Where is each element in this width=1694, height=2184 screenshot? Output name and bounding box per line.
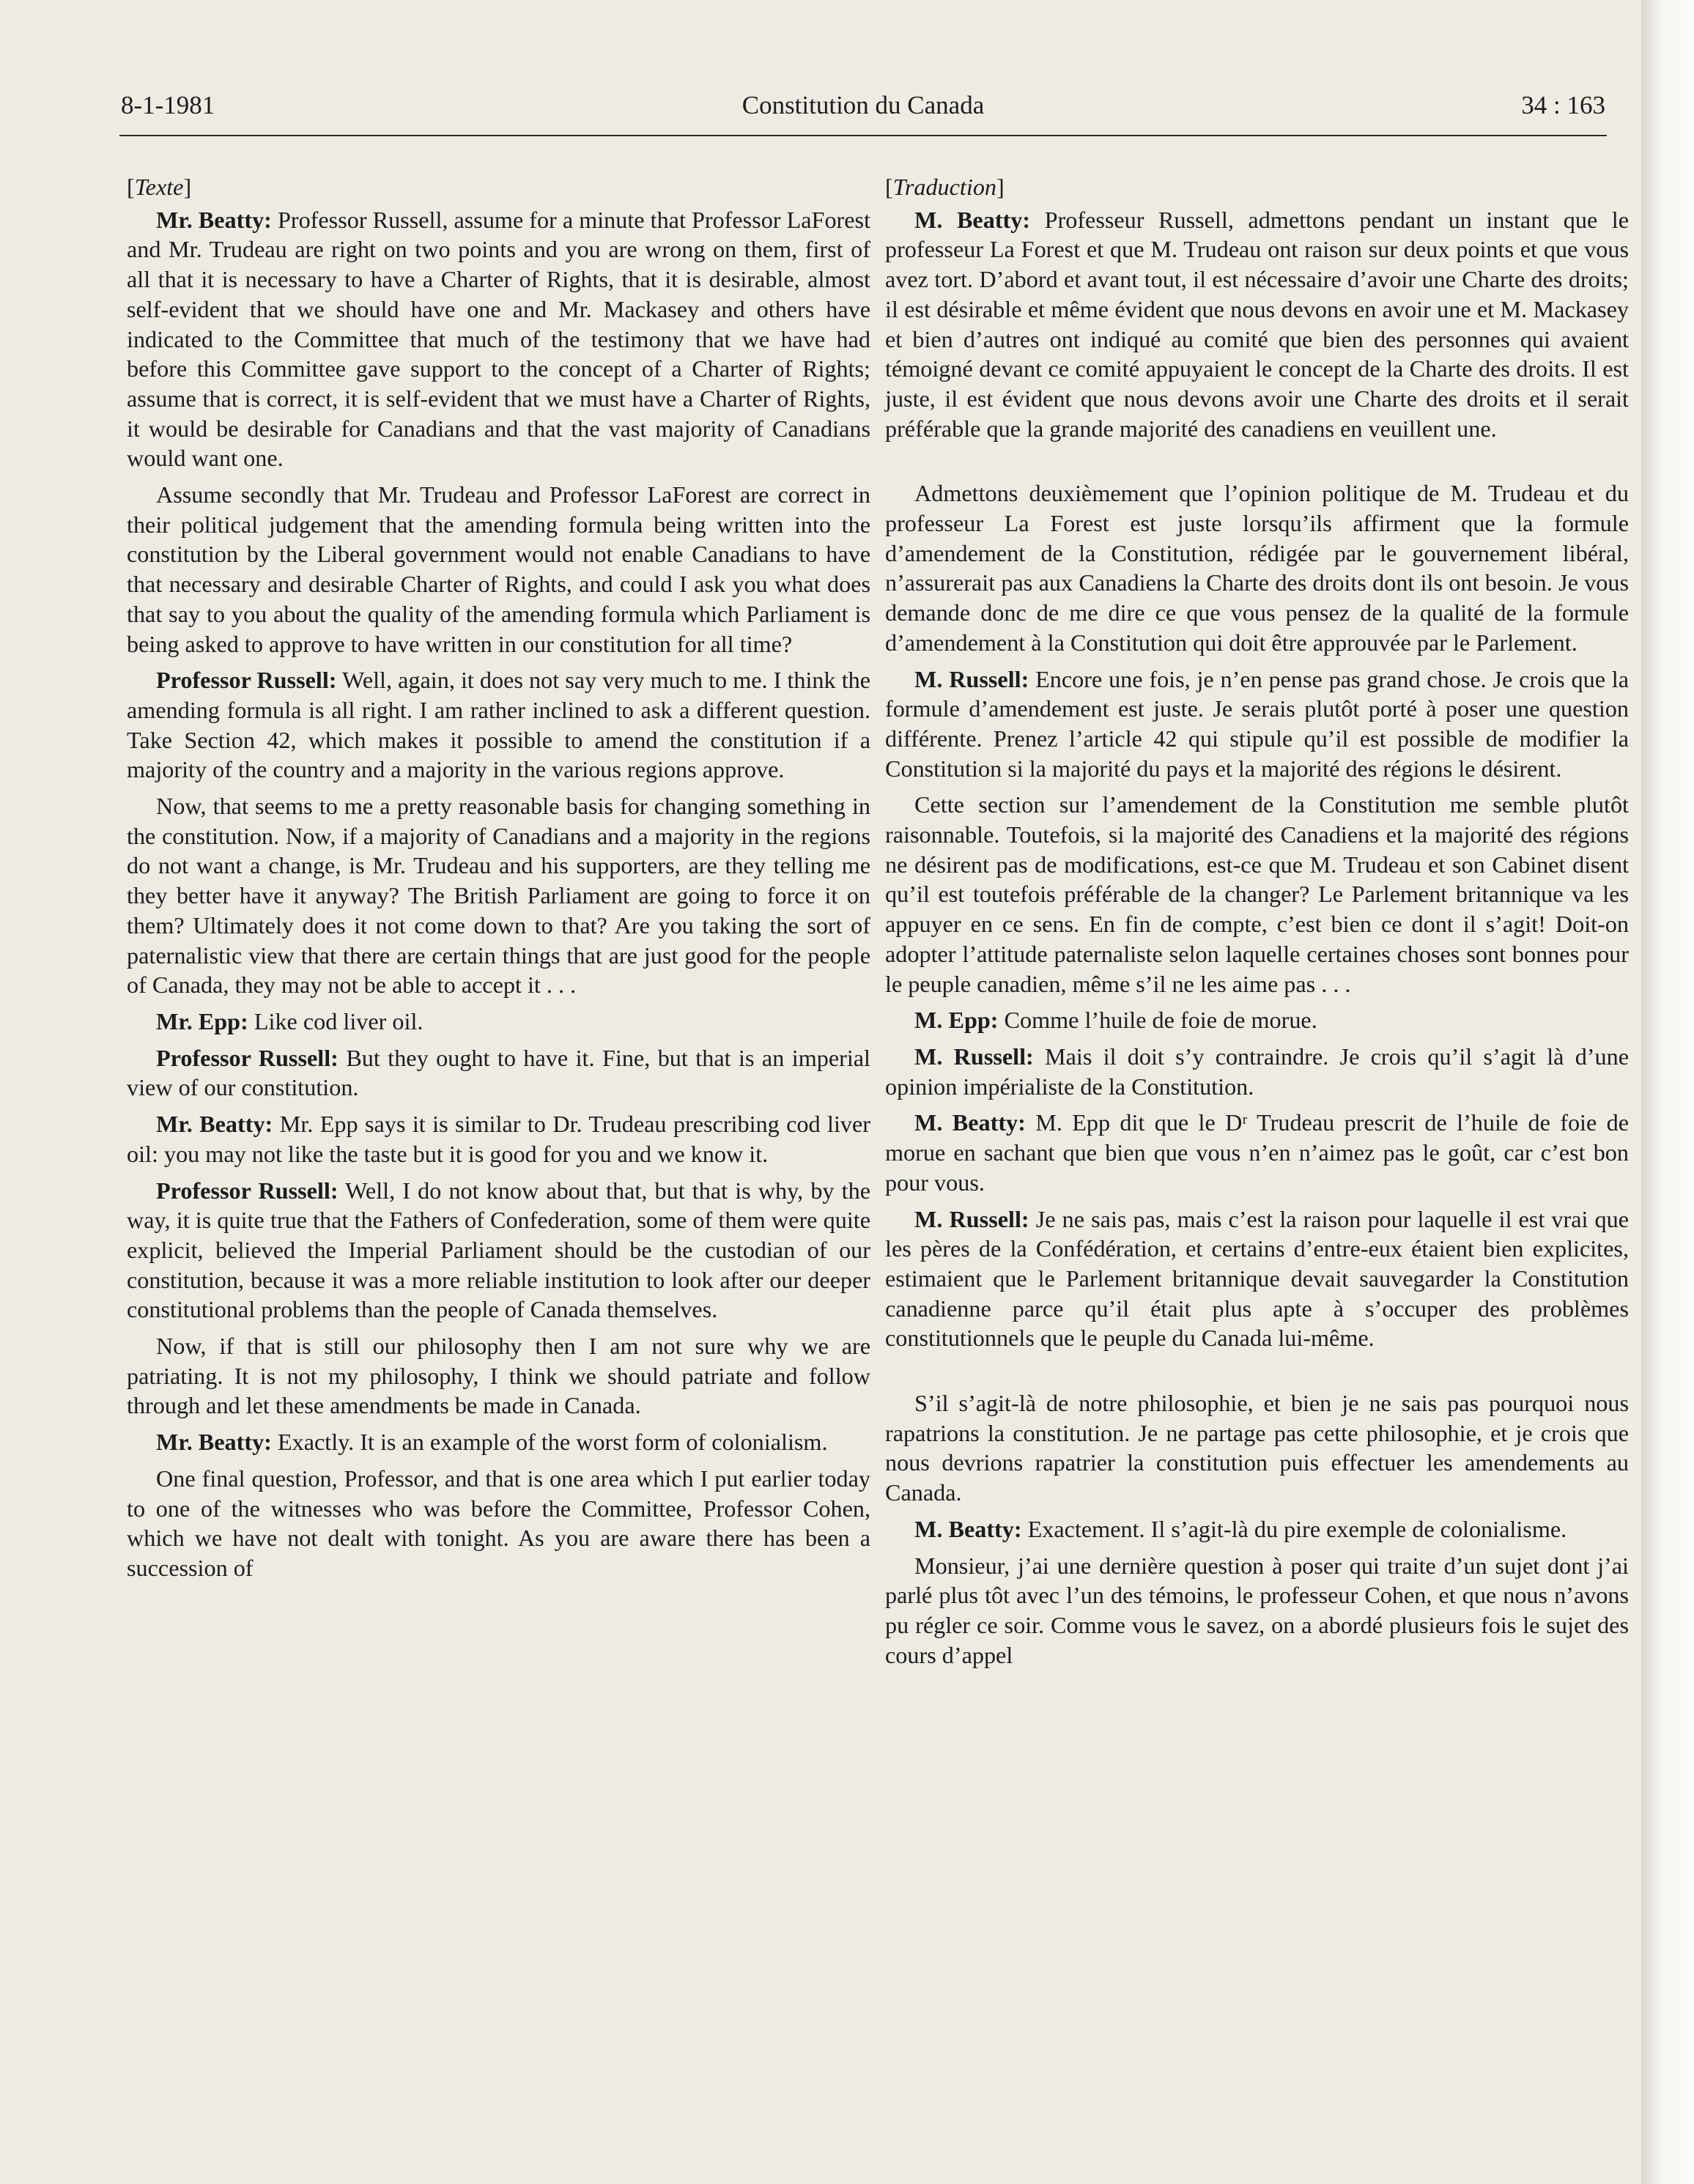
speaker-name: M. Beatty: bbox=[914, 1109, 1026, 1136]
paragraph-text: But they ought to have it. Fine, but that is an imperial view of our constitution. bbox=[127, 1044, 871, 1101]
header-date: 8-1-1981 bbox=[121, 91, 215, 119]
paragraph-text: Exactement. Il s’agit-là du pire exemple de colonialisme. bbox=[1027, 1515, 1567, 1542]
page-header bbox=[119, 86, 1607, 136]
paragraph bbox=[885, 1551, 1629, 1670]
paragraph bbox=[127, 1464, 870, 1583]
paragraph bbox=[885, 1108, 1629, 1197]
paragraph-text: One final question, Professor, and that is one area which I put earlier today to one of the witnesses who was before the Committee, Professor Cohen, which we have not dealt with tonight. As you are aware there has been a succession of bbox=[127, 1465, 870, 1581]
paragraph-text: Comme l’huile de foie de morue. bbox=[1004, 1007, 1317, 1034]
speaker-name: M. Russell: bbox=[914, 665, 1029, 692]
paragraph-text: Admettons deuxièmement que l’opinion politique de M. Trudeau et du professeur La Forest est juste lorsqu’ils affirment que la formule d’amendement de la Constitution, rédigée par le gouvernement libéral, n’assurerait pas aux Canadiens la Charte des droits dont ils ont besoin. Je vous demande donc de me dire ce que vous pensez de la qualité de la formule d’amendement à la Constitution qui doit être approuvée par le Parlement. bbox=[885, 480, 1629, 656]
speaker-name: Mr. Beatty: bbox=[156, 206, 272, 233]
paragraph bbox=[127, 1331, 870, 1421]
paragraph-text: Encore une fois, je n’en pense pas grand chose. Je crois que la formule d’amendement est juste. Je serais plutôt porté à poser une question différente. Prenez l’article 42 qui stipule qu’il est possible de modifier la Constitution si la majorité du pays et la majorité des régions le désirent. bbox=[885, 665, 1630, 782]
paragraph-text: Like cod liver oil. bbox=[254, 1007, 424, 1034]
paragraph-text: Assume secondly that Mr. Trudeau and Professor LaForest are correct in their political judgement that the amending formula being written into the constitution by the Liberal government would not enable Canadians to have that necessary and desirable Charter of Rights, and could I ask you what does that say to you about the quality of the amending formula which Parliament is being asked to approve to have written in our constitution for all time? bbox=[127, 481, 870, 657]
speaker-name: M. Beatty: bbox=[914, 206, 1031, 233]
section-label-texte: [Texte] bbox=[127, 174, 192, 200]
speaker-name: M. Beatty: bbox=[914, 1515, 1022, 1542]
speaker-name: Professor Russell: bbox=[156, 1177, 339, 1204]
paragraph-text: Now, if that is still our philosophy then I am not sure why we are patriating. It is not my philosophy, I think we should patriate and follow through and let these amendments be made in Canada. bbox=[127, 1333, 870, 1419]
paragraph-text: Professor Russell, assume for a minute that Professor LaForest and Mr. Trudeau are right on two points and you are wrong on them, first of all that it is necessary to have a Charter of Rights, that it is desirable, almost self-evident that we should have one and Mr. Mackasey and others have indicated to the Committee that much of the testimony that we have had before this Committee gave support to the concept of a Charter of Rights; assume that is correct, it is self-evident that we must have a Charter of Rights, it would be desirable for Canadians and that the vast majority of Canadians would want one. bbox=[127, 206, 871, 472]
paragraph-text: Cette section sur l’amendement de la Constitution me semble plutôt raisonnable. Toutefois, si la majorité des Canadiens et la majorité des régions ne désirent pas de modifications, est-ce que M. Trudeau et son Cabinet disent qu’il est toutefois préférable de la changer? Le Parlement britannique va les appuyer en ce sens. En fin de compte, c’est bien ce dont il s’agit! Doit-on adopter l’attitude paternaliste selon laquelle certaines choses sont bonnes pour le peuple canadien, même s’il ne les aime pas . . . bbox=[885, 791, 1629, 997]
paragraph bbox=[885, 1042, 1629, 1101]
header-page-number: 34 : 163 bbox=[1521, 91, 1605, 119]
paragraph-text: S’il s’agit-là de notre philosophie, et bien je ne sais pas pourquoi nous rapatrions la constitution. Je ne partage pas cette philosophie, et je crois que nous devrions rapatrier la constitution puis effectuer les amendements au Canada. bbox=[885, 1390, 1629, 1506]
french-column bbox=[885, 172, 1629, 1676]
speaker-name: Professor Russell: bbox=[156, 667, 337, 694]
paragraph bbox=[127, 1007, 870, 1037]
paragraph bbox=[885, 1514, 1629, 1544]
paragraph-text: Monsieur, j’ai une dernière question à poser qui traite d’un sujet dont j’ai parlé plus tôt avec l’un des témoins, le professeur Cohen, et que nous n’avons pu régler ce soir. Comme vous le savez, on a abordé plusieurs fois le sujet des cours d’appel bbox=[885, 1552, 1629, 1668]
paragraph-text: Mr. Epp says it is similar to Dr. Trudeau prescribing cod liver oil: you may not like the taste but it is good for you and we know it. bbox=[127, 1111, 871, 1167]
english-column bbox=[127, 172, 870, 1590]
speaker-name: Mr. Beatty: bbox=[156, 1111, 273, 1138]
paragraph bbox=[127, 1176, 870, 1325]
header-title: Constitution du Canada bbox=[741, 91, 985, 119]
paragraph bbox=[127, 791, 870, 1000]
paragraph-text: Well, I do not know about that, but that is why, by the way, it is quite true that the Fathers of Confederation, some of them were quite explicit, believed the Imperial Parliament should be the custodian of our constitution, because it was a more reliable institution to look after our deeper constitutional problems than the people of Canada themselves. bbox=[127, 1177, 870, 1323]
speaker-name: M. Russell: bbox=[914, 1205, 1029, 1232]
paragraph-text: Mais il doit s’y contraindre. Je crois qu’il s’agit là d’une opinion impérialiste de la Constitution. bbox=[885, 1043, 1629, 1100]
section-label-traduction: [Traduction] bbox=[885, 174, 1005, 200]
paragraph-text: Exactly. It is an example of the worst form of colonialism. bbox=[277, 1429, 828, 1456]
paragraph bbox=[127, 1109, 870, 1169]
speaker-name: M. Epp: bbox=[914, 1007, 999, 1034]
paragraph bbox=[885, 1005, 1629, 1035]
speaker-name: Mr. Beatty: bbox=[156, 1429, 272, 1456]
paragraph-text: Now, that seems to me a pretty reasonable basis for changing something in the constitution. Now, if a majority of Canadians and a majority in the regions do not want a change, is Mr. Trudeau and his supporters, are they telling me they better have it anyway? The British Parliament are going to force it on them? Ultimately does it not come down to that? Are you taking the sort of paternalistic view that there are certain things that are just good for the people of Canada, they may not be able to accept it . . . bbox=[127, 793, 870, 999]
paragraph-text: M. Epp dit que le Dʳ Trudeau prescrit de l’huile de foie de morue en sachant que bien que vous n’en n’aimez pas le goût, car c’est bon pour vous. bbox=[885, 1109, 1629, 1196]
paragraph bbox=[127, 1043, 870, 1103]
paragraph-text: Well, again, it does not say very much to me. I think the amending formula is all right. I am rather inclined to ask a different question. Take Section 42, which makes it possible to amend the constitution if a majority of the country and a majority in the various regions approve. bbox=[127, 667, 871, 783]
speaker-name: Professor Russell: bbox=[156, 1044, 339, 1071]
paragraph bbox=[885, 1204, 1629, 1354]
paragraph bbox=[127, 1427, 870, 1457]
paragraph bbox=[885, 205, 1629, 444]
paragraph bbox=[127, 480, 870, 659]
paragraph bbox=[885, 790, 1629, 999]
paragraph bbox=[885, 478, 1629, 657]
paragraph-text: Je ne sais pas, mais c’est la raison pour laquelle il est vrai que les pères de la Confédération, et certains d’entre-eux étaient bien explicites, estimaient que le Parlement britannique devait sauvegarder la Constitution canadienne parce qu’il était plus apte à s’occuper des problèmes constitutionnels que le peuple du Canada lui-même. bbox=[885, 1205, 1630, 1352]
paragraph bbox=[885, 665, 1629, 784]
paragraph bbox=[127, 205, 870, 473]
speaker-name: M. Russell: bbox=[914, 1043, 1034, 1070]
paragraph bbox=[885, 1388, 1629, 1508]
speaker-name: Mr. Epp: bbox=[156, 1007, 248, 1034]
page-gutter bbox=[1641, 0, 1694, 2184]
paragraph bbox=[127, 665, 870, 785]
paragraph-text: Professeur Russell, admettons pendant un instant que le professeur La Forest et que M. Trudeau ont raison sur deux points et que vous avez tort. D’abord et avant tout, il est nécessaire d’avoir une Charte des droits; il est désirable et même évident que nous devons en avoir une et M. Mackasey et bien d’autres ont indiqué au comité que bien des personnes qui avaient témoigné devant ce comité appuyaient le concept de la Charte des droits. Il est juste, il est évident que nous devons avoir une Charte des droits et il serait préférable que la grande majorité des canadiens en veuillent une. bbox=[885, 206, 1630, 442]
